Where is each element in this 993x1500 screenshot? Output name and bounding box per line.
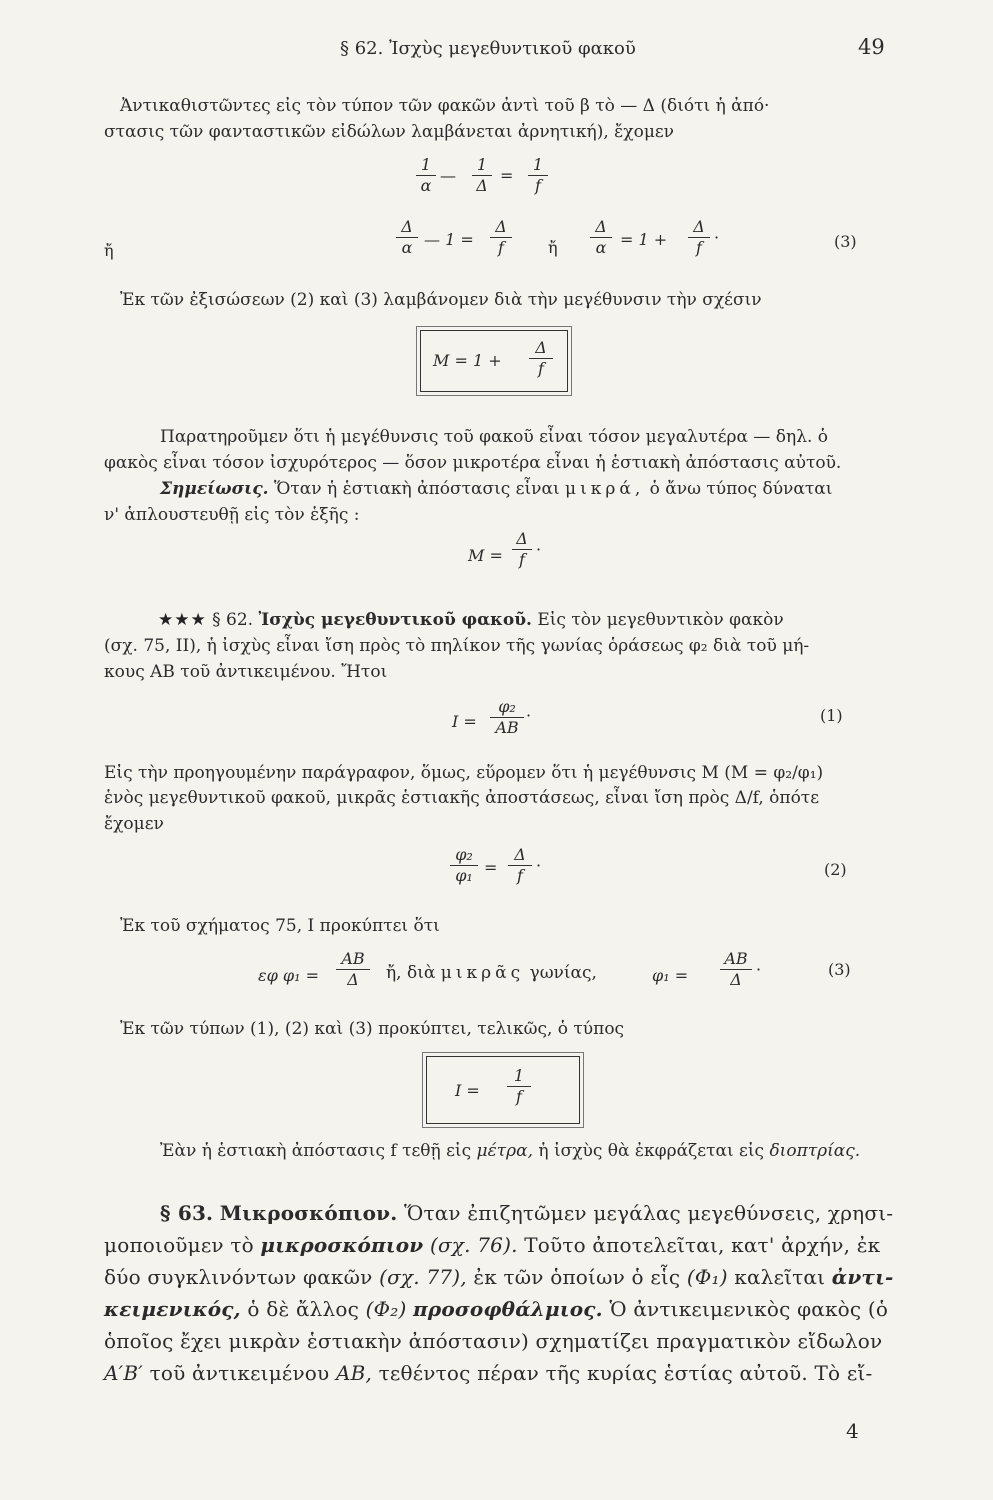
section-63-line-5: ὁποῖος ἔχει μικρὰν ἑστιακὴν ἀπόστασιν) σχηματίζει πραγματικὸν εἴδωλον: [104, 1329, 883, 1353]
note-line: Σημείωσις. Ὅταν ἡ ἑστιακὴ ἀπόστασις εἶναι μικρά, ὁ ἄνω τύπος δύναται: [160, 479, 833, 499]
section-62-heading-line: ★★★ § 62. Ἰσχὺς μεγεθυντικοῦ φακοῦ. Εἰς τὸν μεγεθυντικὸν φακὸν: [158, 610, 784, 630]
from-equations-line: Ἐκ τῶν ἐξισώσεων (2) καὶ (3) λαμβάνομεν διὰ τὴν μεγέθυνσιν τὴν σχέσιν: [120, 290, 762, 310]
document-page: § 62. Ἰσχὺς μεγεθυντικοῦ φακοῦ 49 Ἀντικαθιστῶντες εἰς τὸν τύπον τῶν φακῶν ἀντὶ τοῦ β τὸ — Δ (διότι ἡ ἀπό· στασις τῶν φανταστικῶν εἰδώλων λαμβάνεται ἀρνητική), ἔχομεν 1 α — 1 Δ = 1 f ἤ Δ α — 1 = Δ f ἤ Δ α = 1 + Δ f · (3) Ἐκ τῶν ἐξισώσεων (2) καὶ (3) λαμβάνομεν διὰ τὴν μεγέθυνσιν τὴν σχέσιν M = 1 + Δ f Παρατηροῦμεν ὅτι ἡ μεγέθυνσις τοῦ φακοῦ εἶναι τόσον μεγαλυτέρα — δηλ. ὁ φακὸς εἶναι τόσον ἰσχυρότερος — ὅσον μικροτέρα εἶναι ἡ ἑστιακὴ ἀπόστασις αὐτοῦ. Σημείωσις. Ὅταν ἡ ἑστιακὴ ἀπόστασις εἶναι μικρά, ὁ ἄνω τύπος δύναται ν' ἁπλουστευθῇ εἰς τὸν ἑξῆς : M = Δ f · ★★★ § 62. Ἰσχὺς μεγεθυντικοῦ φακοῦ. Εἰς τὸν μεγεθυντικὸν φακὸν (σχ. 75, II), ἡ ἰσχὺς εἶναι ἴση πρὸς τὸ πηλίκον τῆς γωνίας ὁράσεως φ₂ διὰ τοῦ μή- κους AB τοῦ ἀντικειμένου. Ἤτοι I = φ₂ AB · (1) Εἰς τὴν προηγουμένην παράγραφον, ὅμως, εὕρομεν ὅτι ἡ μεγέθυνσις M (M = φ₂/φ₁) ἑνὸς μεγεθυντικοῦ φακοῦ, μικρᾶς ἑστιακῆς ἀποστάσεως, εἶναι ἴση πρὸς Δ/f, ὁπότε ἔχομεν φ₂ φ₁ = Δ f · (2) Ἐκ τοῦ σχήματος 75, I προκύπτει ὅτι εφ φ₁ = AB Δ ἤ, διὰ μικρᾶς γωνίας, φ₁ = AB Δ · (3) Ἐκ τῶν τύπων (1), (2) καὶ (3) προκύπτει, τελικῶς, ὁ τύπος I = 1 f Ἐὰν ἡ ἑστιακὴ ἀπόστασις f τεθῇ εἰς μέτρα, ἡ ἰσχὺς θὰ ἐκφράζεται εἰς διοπτρίας. § 63. Μικροσκόπιον. Ὅταν ἐπιζητῶμεν μεγάλας μεγεθύνσεις, χρησι- μοποιοῦμεν τὸ μικροσκόπιον (σχ. 76). Τοῦτο ἀποτελεῖται, κατ' ἀρχήν, ἐκ δύο συγκλινόντων φακῶν (σχ. 77), ἐκ τῶν ὁποίων ὁ εἷς (Φ₁) καλεῖται ἀντι- κειμενικός, ὁ δὲ ἄλλος (Φ₂) προσοφθάλμιος. Ὁ ἀντικειμενικὸς φακὸς (ὁ ὁποῖος ἔχει μικρὰν ἑστιακὴν ἀπόστασιν) σχηματίζει πραγματικὸν εἴδωλον A′B′ τοῦ ἀντικειμένου AB, τεθέντος πέραν τῆς κυρίας ἑστίας αὐτοῦ. Τὸ εἴ- 4: [104, 35, 894, 1443]
prev-line-2: ἑνὸς μεγεθυντικοῦ φακοῦ, μικρᾶς ἑστιακῆς ἀποστάσεως, εἶναι ἴση πρὸς Δ/f, ὁπότε: [104, 788, 820, 808]
boxed-magnification-formula: M = 1 + Δ f: [420, 330, 568, 392]
running-header: § 62. Ἰσχὺς μεγεθυντικοῦ φακοῦ: [340, 38, 636, 59]
section-62-title: Ἰσχὺς μεγεθυντικοῦ φακοῦ.: [258, 610, 532, 630]
section-63-title: Μικροσκόπιον.: [219, 1201, 398, 1225]
boxed-power-formula: I = 1 f: [426, 1056, 580, 1124]
section-63-number: § 63.: [160, 1201, 214, 1225]
note-label: Σημείωσις.: [160, 479, 269, 499]
section-62-line-2: (σχ. 75, II), ἡ ἰσχὺς εἶναι ἴση πρὸς τὸ πηλίκον τῆς γωνίας ὁράσεως φ₂ διὰ τοῦ μή-: [104, 636, 810, 656]
from-types-line: Ἐκ τῶν τύπων (1), (2) καὶ (3) προκύπτει, τελικῶς, ὁ τύπος: [120, 1019, 625, 1039]
difficulty-stars-icon: ★★★: [158, 610, 207, 630]
intro-line-1: Ἀντικαθιστῶντες εἰς τὸν τύπον τῶν φακῶν ἀντὶ τοῦ β τὸ — Δ (διότι ἡ ἀπό·: [120, 96, 770, 116]
section-62-line-3: κους AB τοῦ ἀντικειμένου. Ἤτοι: [104, 662, 388, 682]
page-number: 49: [858, 35, 885, 59]
observe-line-2: φακὸς εἶναι τόσον ἰσχυρότερος — ὅσον μικροτέρα εἶναι ἡ ἑστιακὴ ἀπόστασις αὐτοῦ.: [104, 453, 842, 473]
section-63-line-6: A′B′ τοῦ ἀντικειμένου AB, τεθέντος πέραν τῆς κυρίας ἑστίας αὐτοῦ. Τὸ εἴ-: [104, 1361, 873, 1385]
section-63-line-4: κειμενικός, ὁ δὲ ἄλλος (Φ₂) προσοφθάλμιος. Ὁ ἀντικειμενικὸς φακὸς (ὁ: [104, 1297, 889, 1321]
diopters-line: Ἐὰν ἡ ἑστιακὴ ἀπόστασις f τεθῇ εἰς μέτρα, ἡ ἰσχὺς θὰ ἐκφράζεται εἰς διοπτρίας.: [160, 1141, 861, 1161]
boxed-magnification-frame: [416, 326, 572, 396]
boxed-power-frame: [422, 1052, 584, 1128]
section-63-line-2: μοποιοῦμεν τὸ μικροσκόπιον (σχ. 76). Τοῦτο ἀποτελεῖται, κατ' ἀρχήν, ἐκ: [104, 1233, 881, 1257]
intro-line-2: στασις τῶν φανταστικῶν εἰδώλων λαμβάνεται ἀρνητική), ἔχομεν: [104, 122, 675, 142]
section-63-heading-line: § 63. Μικροσκόπιον. Ὅταν ἐπιζητῶμεν μεγάλας μεγεθύνσεις, χρησι-: [160, 1201, 894, 1225]
observe-line-4: ν' ἁπλουστευθῇ εἰς τὸν ἑξῆς :: [104, 505, 360, 525]
from-figure-line: Ἐκ τοῦ σχήματος 75, I προκύπτει ὅτι: [120, 916, 440, 936]
prev-line-3: ἔχομεν: [104, 814, 164, 834]
section-63-line-3: δύο συγκλινόντων φακῶν (σχ. 77), ἐκ τῶν ὁποίων ὁ εἷς (Φ₁) καλεῖται ἀντι-: [104, 1265, 894, 1289]
signature-mark: 4: [846, 1419, 859, 1443]
observe-line-1: Παρατηροῦμεν ὅτι ἡ μεγέθυνσις τοῦ φακοῦ εἶναι τόσον μεγαλυτέρα — δηλ. ὁ: [160, 427, 829, 447]
section-62-number: § 62.: [212, 610, 254, 630]
prev-line-1: Εἰς τὴν προηγουμένην παράγραφον, ὅμως, εὕρομεν ὅτι ἡ μεγέθυνσις M (M = φ₂/φ₁): [104, 763, 824, 783]
